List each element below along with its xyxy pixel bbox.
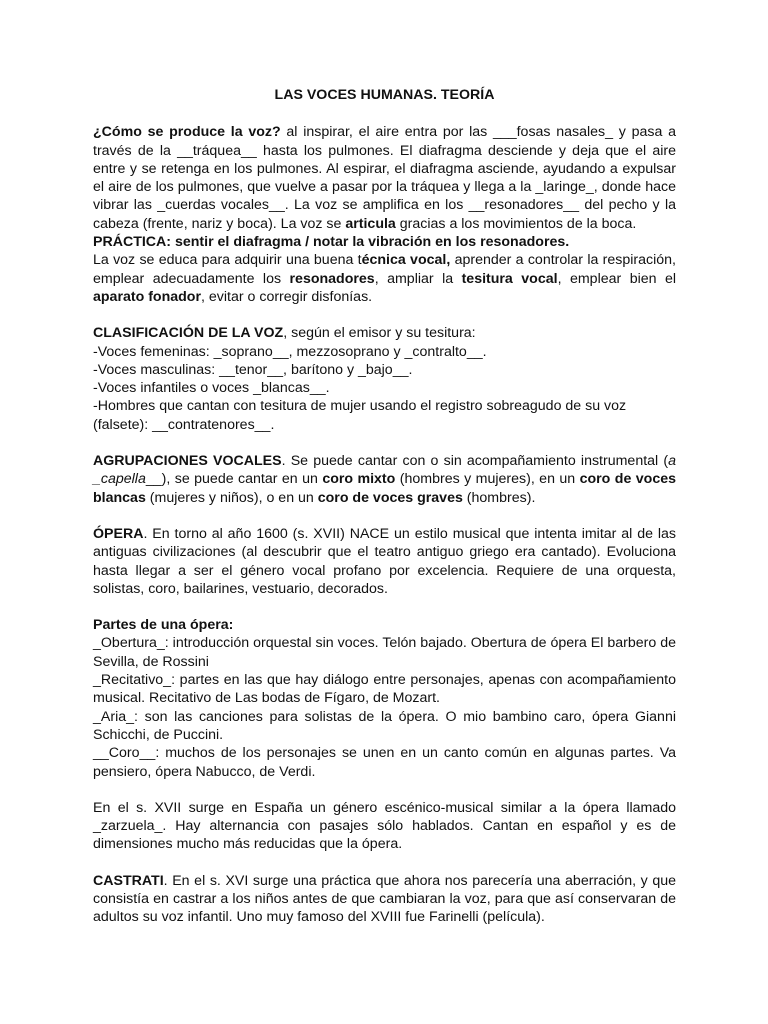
vocal-groups-paragraph: AGRUPACIONES VOCALES. Se puede cantar con o sin acompañamiento instrumental (a _capella__), se puede cantar en un coro mixto (hombres y mujeres), en un coro de voces blancas (mujeres y niños), o en un coro de voces graves (hombres). [93, 453, 676, 506]
list-item: _Recitativo_: partes en las que hay diálogo entre personajes, apenas con acompañamiento musical. Recitativo de Las bodas de Fígaro, de Mozart. [93, 672, 676, 707]
list-item: _Obertura_: introducción orquestal sin voces. Telón bajado. Obertura de ópera El barbero de Sevilla, de Rossini [93, 635, 676, 670]
list-item: -Voces masculinas: __tenor__, barítono y _bajo__. [93, 361, 413, 378]
castrati-paragraph: CASTRATI. En el s. XVI surge una práctica que ahora nos parecería una aberración, y que consistía en castrar a los niños antes de que cambiaran la voz, para que así conservaran de adultos su voz infantil. Uno muy famoso del XVIII fue Farinelli (película). [93, 872, 676, 926]
practice-line: PRÁCTICA: sentir el diafragma / notar la vibración en los resonadores. [93, 234, 570, 251]
list-item: -Hombres que cantan con tesitura de mujer usando el registro sobreagudo de su voz (falsete): __contratenores__. [93, 398, 627, 433]
page-title: LAS VOCES HUMANAS. TEORÍA [274, 87, 495, 103]
list-item: __Coro__: muchos de los personajes se unen en un canto común en algunas partes. Va pensiero, ópera Nabucco, de Verdi. [93, 745, 676, 780]
voice-education-paragraph: La voz se educa para adquirir una buena técnica vocal, aprender a controlar la respiración, emplear adecuadamente los resonadores, ampliar la tesitura vocal, emplear bien el aparato fonador, evitar o corregir disfonías. [93, 252, 677, 305]
list-item: -Voces infantiles o voces _blancas__. [93, 380, 330, 397]
zarzuela-paragraph: En el s. XVII surge en España un género escénico-musical similar a la ópera llamado _zarzuela_. Hay alternancia con pasajes sólo hablados. Cantan en español y es de dimensiones mucho más reducidas que la ópera. [93, 799, 676, 853]
list-item: -Voces femeninas: _soprano__, mezzosoprano y _contralto__. [93, 343, 487, 360]
list-item: _Aria_: son las canciones para solistas de la ópera. O mio bambino caro, ópera Gianni Schicchi, de Puccini. [93, 708, 676, 743]
opera-paragraph: ÓPERA. En torno al año 1600 (s. XVII) NACE un estilo musical que intenta imitar al de las antiguas civilizaciones (al descubrir que el teatro antiguo griego era cantado). Evoluciona hasta llegar a ser el género vocal profano por excelencia. Requiere de una orquesta, solistas, coro, bailarines, vestuario, decorados. [93, 525, 676, 597]
question-heading: ¿Cómo se produce la voz? [93, 124, 281, 141]
voice-production-paragraph: ¿Cómo se produce la voz? al inspirar, el aire entra por las ___fosas nasales_ y pasa a través de la __tráquea__ hasta los pulmones. El diafragma desciende y deja que el aire entre y se retenga en los pulmones. Al espirar, el diafragma asciende, ayudando a expulsar el aire de los pulmones, que vuelve a pasar por la tráquea y llega a la _laringe_, donde hace vibrar las _cuerdas vocales__. La voz se amplifica en los __resonadores__ del pecho y la cabeza (frente, nariz y boca). La voz se articula gracias a los movimientos de la boca. [93, 124, 676, 232]
opera-parts-heading: Partes de una ópera: [93, 617, 234, 634]
classification-heading: CLASIFICACIÓN DE LA VOZ, según el emisor y su tesitura: [93, 325, 476, 342]
